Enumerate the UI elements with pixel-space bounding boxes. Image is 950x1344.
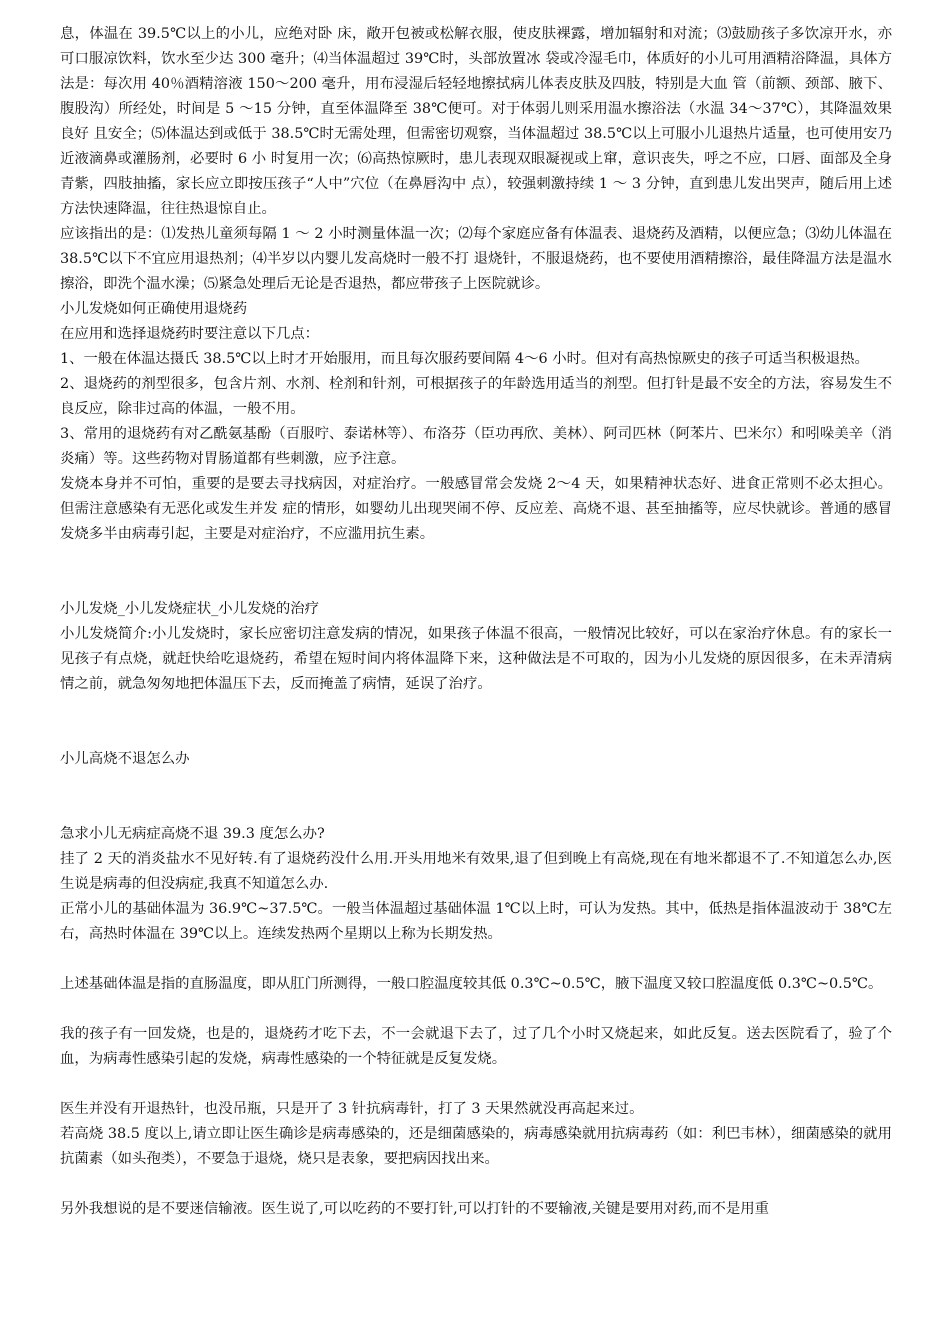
paragraph: 3、常用的退烧药有对乙酰氨基酚（百服咛、泰诺林等）、布洛芬（臣功再欣、美林）、阿司匹林（阿苯片、巴米尔）和吲哚美辛（消炎痛）等。这些药物对胃肠道都有些刺激，应予注意。: [60, 426, 892, 467]
blank-spacer: [60, 997, 892, 1022]
paragraph: 应该指出的是：⑴发热儿童须每隔 1 ～ 2 小时测量体温一次；⑵每个家庭应备有体温表、退烧药及酒精，以便应急；⑶幼儿体温在 38.5℃以下不宜应用退热剂；⑷半岁以内婴儿发高烧时一般不打 退烧针，不服退烧药，也不要使用酒精擦浴，最佳降温方法是温水擦浴，即洗个温水澡；⑸紧急处理后无论是否退热，都应带孩子上医院就诊。: [60, 226, 892, 292]
paragraph: 急求小儿无病症高烧不退 39.3 度怎么办?: [60, 826, 325, 842]
paragraph: 2、退烧药的剂型很多，包含片剂、水剂、栓剂和针剂，可根据孩子的年龄选用适当的剂型。但打针是最不安全的方法，容易发生不良反应，除非过高的体温，一般不用。: [60, 376, 892, 417]
paragraph: 小儿高烧不退怎么办: [60, 751, 190, 767]
blank-spacer: [60, 1072, 892, 1097]
paragraph: 正常小儿的基础体温为 36.9℃~37.5℃。一般当体温超过基础体温 1℃以上时，可认为发热。其中，低热是指体温波动于 38℃左右，高热时体温在 39℃以上。连续发热两个星期以上称为长期发热。: [60, 901, 892, 942]
paragraph: 我的孩子有一回发烧，也是的，退烧药才吃下去，不一会就退下去了，过了几个小时又烧起来，如此反复。送去医院看了，验了个血，为病毒性感染引起的发烧，病毒性感染的一个特征就是反复发烧。: [60, 1026, 892, 1067]
blank-spacer: [60, 947, 892, 972]
paragraph: 发烧本身并不可怕，重要的是要去寻找病因，对症治疗。一般感冒常会发烧 2～4 天，如果精神状态好、进食正常则不必太担心。但需注意感染有无恶化或发生并发 症的情形，如婴幼儿出现哭闹不停、反应差、高烧不退、甚至抽搐等，应尽快就诊。普通的感冒发烧多半由病毒引起，主要是对症治疗，不应滥用抗生素。: [60, 476, 892, 542]
paragraph: 小儿发烧简介:小儿发烧时，家长应密切注意发病的情况，如果孩子体温不很高，一般情况比较好，可以在家治疗休息。有的家长一见孩子有点烧，就赶快给吃退烧药，希望在短时间内将体温降下来，这种做法是不可取的，因为小儿发烧的原因很多，在未弄清病情之前，就急匆匆地把体温压下去，反而掩盖了病情，延误了治疗。: [60, 626, 892, 692]
paragraph: 在应用和选择退烧药时要注意以下几点：: [60, 326, 320, 342]
paragraph: 医生并没有开退热针，也没吊瓶，只是开了 3 针抗病毒针，打了 3 天果然就没再高起来过。: [60, 1101, 644, 1117]
paragraph: 小儿发烧_小儿发烧症状_小儿发烧的治疗: [60, 601, 320, 617]
blank-spacer: [60, 547, 892, 597]
paragraph: 上述基础体温是指的直肠温度，即从肛门所测得，一般口腔温度较其低 0.3℃~0.5℃，腋下温度又较口腔温度低 0.3℃~0.5℃。: [60, 976, 883, 992]
paragraph: 小儿发烧如何正确使用退烧药: [60, 301, 248, 317]
paragraph: 挂了 2 天的消炎盐水不见好转.有了退烧药没什么用.开头用地米有效果,退了但到晚上有高烧,现在有地米都退不了.不知道怎么办,医生说是病毒的但没病症,我真不知道怎么办.: [60, 851, 892, 892]
paragraph: 息，体温在 39.5℃以上的小儿，应绝对卧 床，敞开包被或松解衣服，使皮肤裸露，增加辐射和对流；⑶鼓励孩子多饮凉开水，亦可口服凉饮料，饮水至少达 300 毫升；⑷当体温超过 39℃时，头部放置冰 袋或冷湿毛巾，体质好的小儿可用酒精浴降温，具体方法是：每次用 40％酒精溶液 150～200 毫升，用布浸湿后轻轻地擦拭病儿体表皮肤及四肢，特别是大血 管（前额、颈部、腋下、腹股沟）所经处，时间是 5 ～15 分钟，直至体温降至 38℃便可。对于体弱儿则采用温水擦浴法（水温 34～37℃），其降温效果良好 且安全；⑸体温达到或低于 38.5℃时无需处理，但需密切观察，当体温超过 38.5℃以上可服小儿退热片适量，也可使用安乃近液滴鼻或灌肠剂，必要时 6 小 时复用一次；⑹高热惊厥时，患儿表现双眼凝视或上窜，意识丧失，呼之不应，口唇、面部及全身青紫，四肢抽搐，家长应立即按压孩子“人中”穴位（在鼻唇沟中 点），较强刺激持续 1 ～ 3 分钟，直到患儿发出哭声，随后用上述方法快速降温，往往热退惊自止。: [60, 26, 892, 217]
blank-spacer: [60, 697, 892, 747]
blank-spacer: [60, 772, 892, 822]
blank-spacer: [60, 1172, 892, 1197]
paragraph: 另外我想说的是不要迷信输液。医生说了,可以吃药的不要打针,可以打针的不要输液,关键是要用对药,而不是用重: [60, 1201, 770, 1217]
paragraph: 若高烧 38.5 度以上,请立即让医生确诊是病毒感染的，还是细菌感染的，病毒感染就用抗病毒药（如：利巴韦林），细菌感染的就用抗菌素（如头孢类），不要急于退烧，烧只是表象，要把病因找出来。: [60, 1126, 892, 1167]
paragraph: 1、一般在体温达摄氏 38.5℃以上时才开始服用，而且每次服药要间隔 4～6 小时。但对有高热惊厥史的孩子可适当积极退热。: [60, 351, 869, 367]
